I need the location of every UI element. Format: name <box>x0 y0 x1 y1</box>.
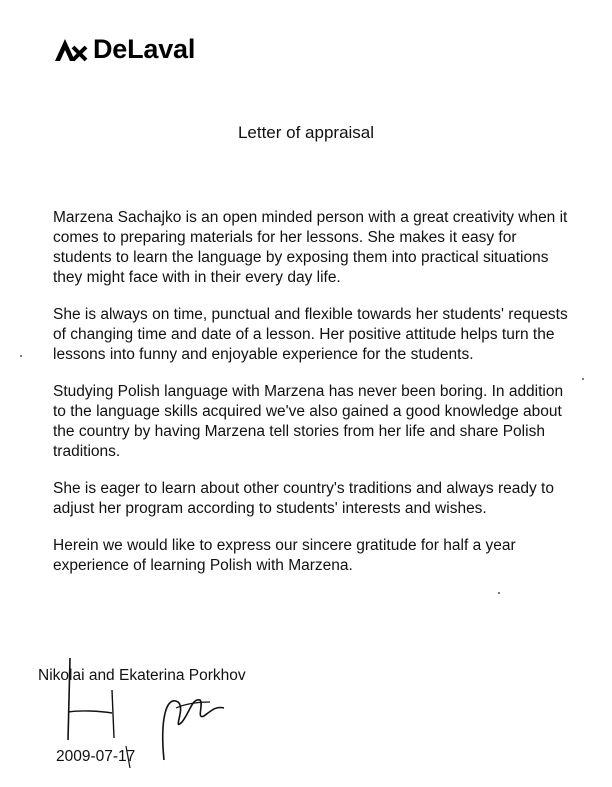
delaval-logo-icon <box>53 35 89 65</box>
paragraph: Herein we would like to express our sincere gratitude for half a year experience of learning Polish with Marzena. <box>53 537 516 574</box>
scan-speck <box>498 592 500 594</box>
scan-speck <box>20 355 22 357</box>
letter-date: 2009-07-17 <box>56 748 136 765</box>
signers-line: Nikolai and Ekaterina Porkhov <box>38 667 246 684</box>
letter-title: Letter of appraisal <box>237 123 375 142</box>
scan-speck <box>582 378 584 380</box>
brand-name: DeLaval <box>93 34 196 64</box>
company-logo <box>53 34 195 65</box>
letter-body <box>53 208 573 593</box>
paragraph: Studying Polish language with Marzena has never been boring. In addition to the language skills acquired we've also gained a good knowledge about the country by having Marzena tell stories from her life and share Polish traditions. <box>53 383 564 460</box>
paragraph: She is always on time, punctual and flexible towards her students' requests of changing time and date of a lesson. Her positive attitude helps turn the lessons into funny and enjoyable experience for the students. <box>53 306 568 363</box>
paragraph: Marzena Sachajko is an open minded person with a great creativity when it comes to preparing materials for her lessons. She makes it easy for students to learn the language by exposing them into practical situations they might face with in their every day life. <box>53 209 568 286</box>
paragraph: She is eager to learn about other country's traditions and always ready to adjust her program according to students' interests and wishes. <box>53 480 554 517</box>
